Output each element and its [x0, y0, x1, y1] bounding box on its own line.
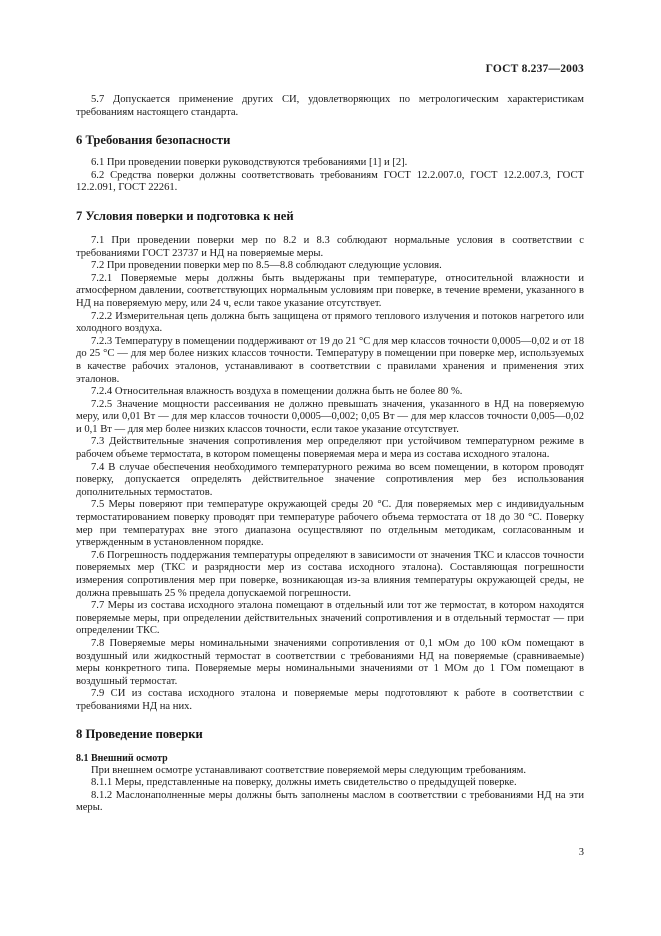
- paragraph: 7.2.1 Поверяемые меры должны быть выдержаны при температуре, относительной влажности и атмосферном давлении, соответствующих нормальным условиям при поверке, в течение времени, указанного в НД на поверяемую меру, или 24 ч, если такое указание отсутствует.: [76, 272, 584, 309]
- section-8-title: 8 Проведение поверки: [76, 726, 203, 741]
- paragraph: 7.2.2 Измерительная цепь должна быть защищена от прямого теплового излучения и потоков нагретого или холодного воздуха.: [76, 310, 584, 335]
- paragraph: 7.2 При проведении поверки мер по 8.5—8.8 соблюдают следующие условия.: [91, 260, 442, 272]
- section-6-title: 6 Требования безопасности: [76, 133, 231, 148]
- section-7-title: 7 Условия поверки и подготовка к ней: [76, 208, 294, 223]
- paragraph: 7.1 При проведении поверки мер по 8.2 и 8.3 соблюдают нормальные условия в соответствии с требованиями ГОСТ 23737 и НД на поверяемые меры.: [76, 234, 584, 259]
- document-header: ГОСТ 8.237—2003: [485, 63, 584, 75]
- paragraph: 7.2.3 Температуру в помещении поддерживают от 19 до 21 °С для мер классов точности 0,0005—0,02 и от 18 до 25 °С — для мер более низких классов точности. Температуру в помещении при поверке мер, используемых в качестве рабочих эталонов, устанавливают в соответствии с правилами хранения и применения этих эталонов.: [76, 335, 584, 385]
- paragraph: 7.5 Меры поверяют при температуре окружающей среды 20 °С. Для поверяемых мер с индивидуальным термостатированием поверку проводят при температуре рабочего объема термостата от 18 до 30 °С. Поверку мер при температурах вне этого диапазона осуществляют по отдельным методикам, согласованным и утвержденным в установленном порядке.: [76, 499, 584, 549]
- paragraph: 7.3 Действительные значения сопротивления мер определяют при устойчивом температурном режиме в рабочем объеме термостата, в котором помещены поверяемая мера и мера из состава исходного эталона.: [76, 436, 584, 461]
- paragraph: 8.1.2 Маслонаполненные меры должны быть заполнены маслом в соответствии с требованиями НД на эти меры.: [76, 789, 584, 814]
- paragraph: 6.2 Средства поверки должны соответствовать требованиям ГОСТ 12.2.007.0, ГОСТ 12.2.007.3, ГОСТ 12.2.091, ГОСТ 22261.: [76, 169, 584, 194]
- paragraph: 7.6 Погрешность поддержания температуры определяют в зависимости от значения ТКС и классов точности поверяемых мер (ТКС и разрядности мер из состава исходного эталона). Составляющая погрешности измерения сопротивления мер при поверке, возникающая из-за влияния температуры окружающей среды, не должна превышать 25 % предела допускаемой погрешности.: [76, 549, 584, 599]
- paragraph: 7.7 Меры из состава исходного эталона помещают в отдельный или тот же термостат, в котором находятся поверяемые меры, при определении действительных значений сопротивления и в отдельный термостат — при определении ТКС.: [76, 600, 584, 637]
- paragraph: 6.1 При проведении поверки руководствуются требованиями [1] и [2].: [91, 157, 408, 169]
- paragraph: 7.2.4 Относительная влажность воздуха в помещении должна быть не более 80 %.: [91, 386, 463, 398]
- subsection-8-1-title: 8.1 Внешний осмотр: [76, 752, 168, 764]
- page-number: 3: [578, 847, 584, 858]
- paragraph: 7.2.5 Значение мощности рассеивания не должно превышать значения, указанного в НД на поверяемую меру, или 0,01 Вт — для мер классов точности 0,0005—0,002; 0,05 Вт — для мер классов точности 0,005—0,02 и 0,1 Вт — для мер более низких классов точности, если такое указание отсутствует.: [76, 398, 584, 435]
- paragraph: 7.8 Поверяемые меры номинальными значениями сопротивления от 0,1 мОм до 100 кОм помещают в воздушный или жидкостный термостат в соответствии с требованиями НД на поверяемые (сравниваемые) меры конкретного типа. Поверяемые меры номинальными значениями от 1 МОм до 1 ГОм помещают в воздушный термостат.: [76, 637, 584, 687]
- paragraph-5-7: 5.7 Допускается применение других СИ, удовлетворяющих по метрологическим характеристикам требованиям настоящего стандарта.: [76, 94, 584, 118]
- paragraph: При внешнем осмотре устанавливают соответствие поверяемой меры следующим требованиям.: [91, 764, 527, 776]
- paragraph: 7.9 СИ из состава исходного эталона и поверяемые меры подготовляют к работе в соответствии с требованиями НД на них.: [76, 688, 584, 712]
- paragraph: 7.4 В случае обеспечения необходимого температурного режима во всем помещении, в котором проводят поверку, допускается определять действительное значение сопротивления мер без использования дополнительных термостатов.: [76, 461, 584, 498]
- page-content: [76, 94, 584, 815]
- paragraph: 8.1.1 Меры, представленные на поверку, должны иметь свидетельство о предыдущей поверке.: [91, 777, 517, 789]
